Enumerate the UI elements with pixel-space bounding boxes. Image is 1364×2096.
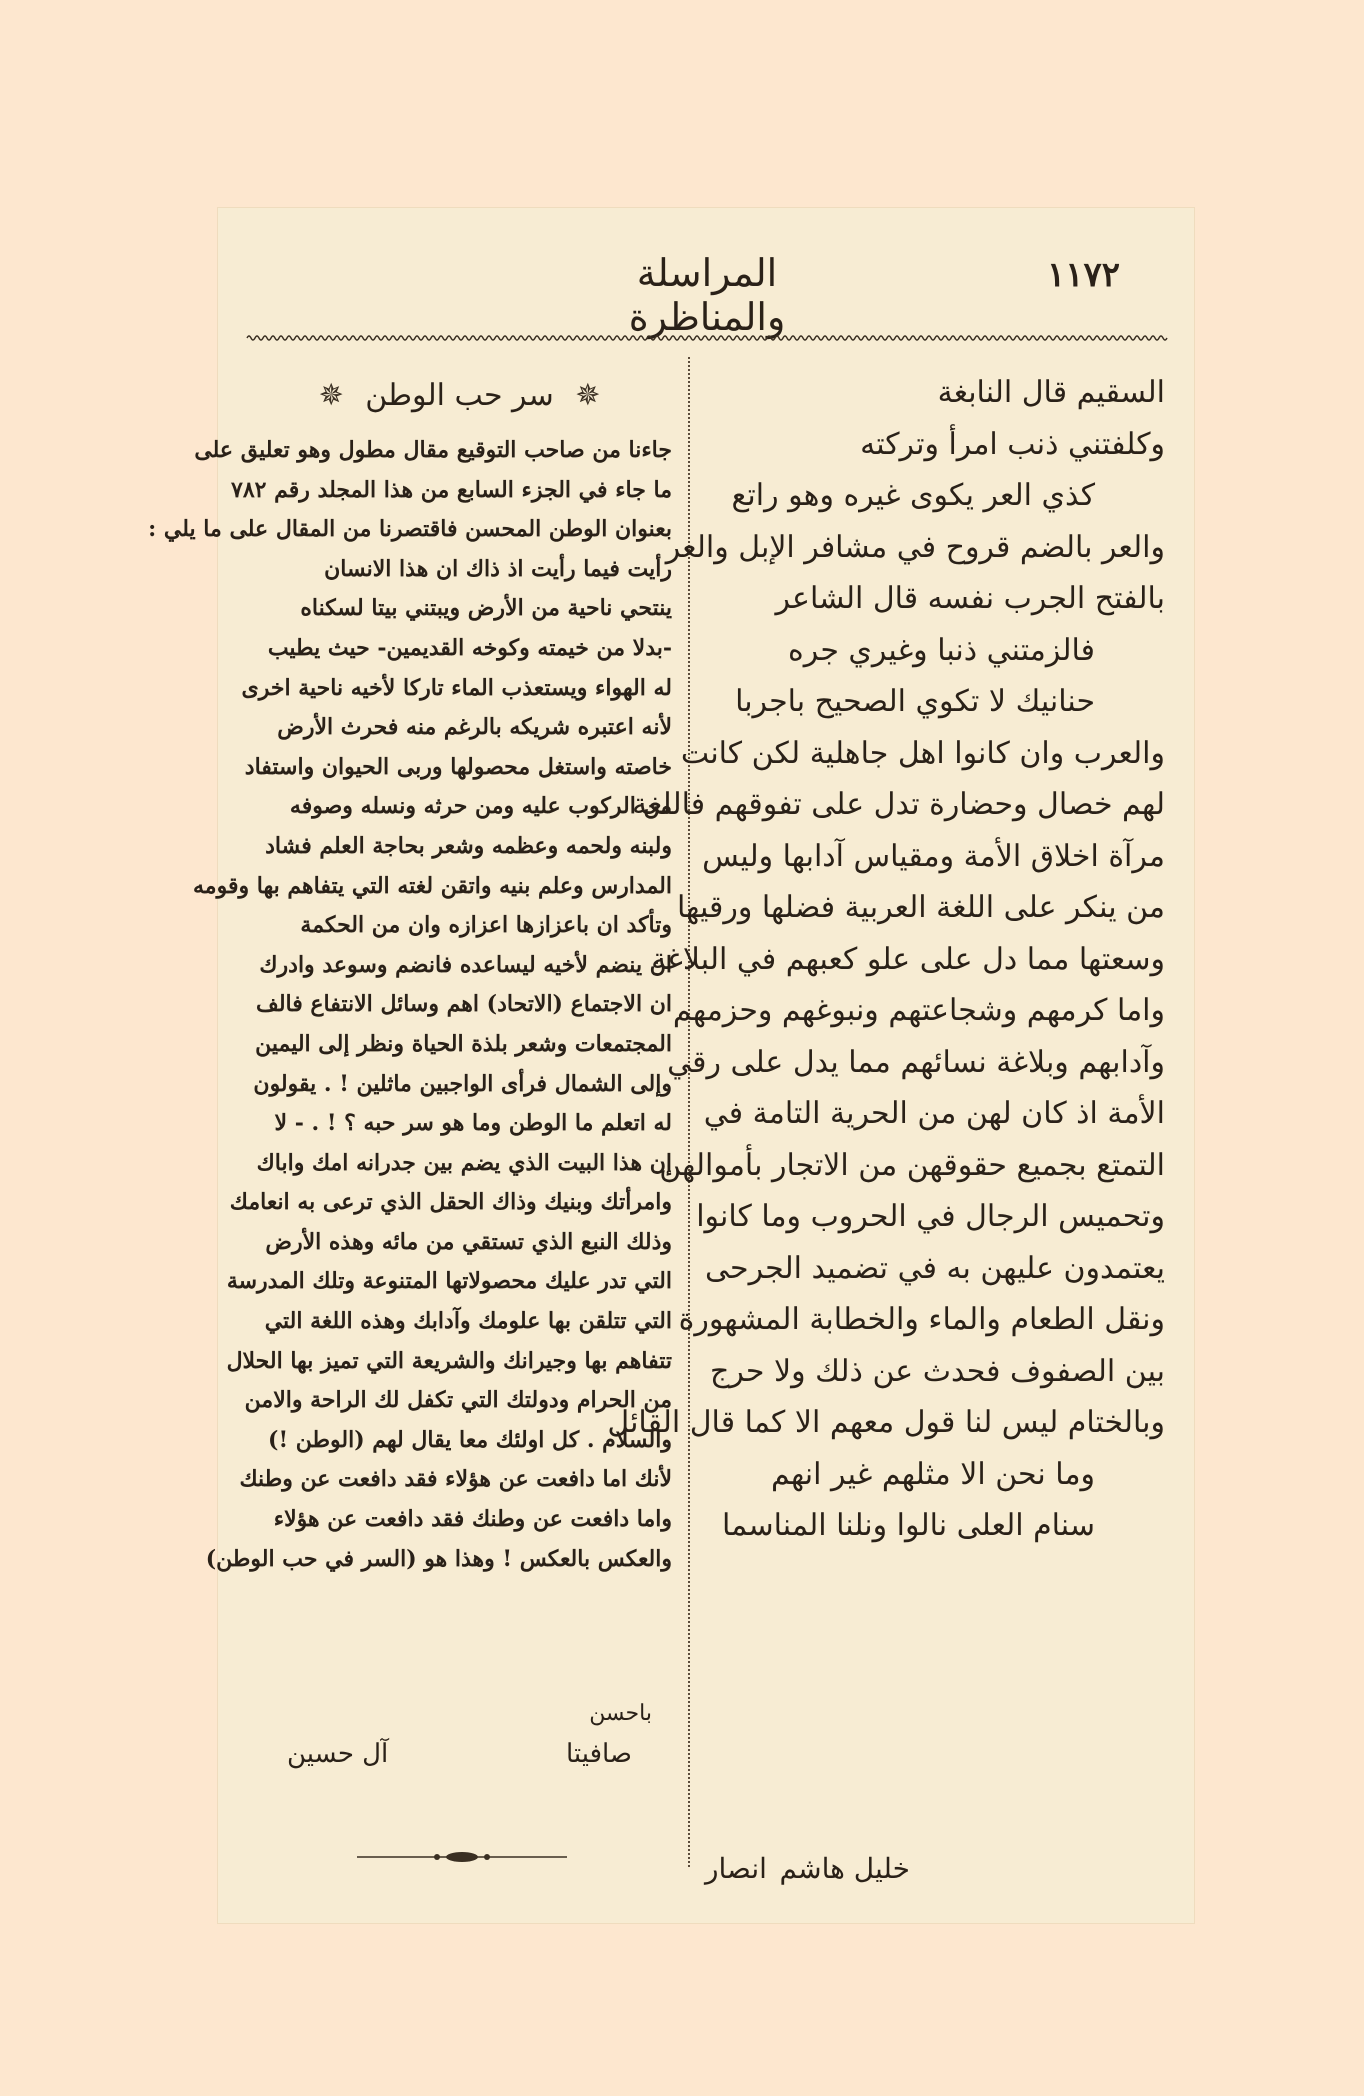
text-line: التي تتلقن بها علومك وآدابك وهذه اللغة التي — [264, 1308, 672, 1335]
text-line: لهم خصال وحضارة تدل على تفوقهم فاللغة — [631, 787, 1165, 822]
text-line: فالزمتني ذنبا وغيري جره — [788, 632, 1095, 668]
text-line: حنانيك لا تكوي الصحيح باجربا — [735, 684, 1095, 719]
ornament-star-icon: ✵ — [575, 378, 601, 413]
end-ornament-rule — [357, 1850, 567, 1864]
text-line: رأيت فيما رأيت اذ ذاك ان هذا الانسان — [324, 555, 672, 582]
text-line: والعرب وان كانوا اهل جاهلية لكن كانت — [680, 735, 1165, 771]
text-line: وتأكد ان باعزازها اعزازه وان من الحكمة — [300, 912, 672, 939]
text-line: له الهواء ويستعذب الماء تاركا لأخيه ناحية اخرى — [241, 674, 672, 701]
text-line: وذلك النبع الذي تستقي من مائه وهذه الأرض — [265, 1228, 672, 1255]
signature-name: خليل هاشم — [779, 1852, 910, 1885]
text-line: واما دافعت عن وطنك فقد دافعت عن هؤلاء — [273, 1506, 672, 1533]
text-line: وآدابهم وبلاغة نسائهم مما يدل على رقي — [667, 1044, 1165, 1080]
text-line: ان الاجتماع (الاتحاد) اهم وسائل الانتفاع فالف — [256, 991, 672, 1018]
text-line: والعر بالضم قروح في مشافر الإبل والعر — [665, 529, 1165, 565]
text-line: لأنه اعتبره شريكه بالرغم منه فحرث الأرض — [277, 714, 672, 741]
right-column — [607, 367, 1165, 1552]
text-line: من الركوب عليه ومن حرثه ونسله وصوفه — [289, 793, 672, 820]
text-line: بعنوان الوطن المحسن فاقتصرنا من المقال على ما يلي : — [148, 516, 672, 543]
text-line: كذي العر يكوى غيره وهو راتع — [731, 478, 1095, 513]
text-line: من ينكر على اللغة العربية فضلها ورقيها — [676, 890, 1165, 925]
article-title-text: سر حب الوطن — [365, 378, 554, 413]
signature-prefix: باحسن — [589, 1701, 652, 1726]
signature-place: صافيتا — [565, 1739, 632, 1769]
text-line: ما جاء في الجزء السابع من هذا المجلد رقم ٧٨٢ — [231, 476, 672, 503]
text-line: وإلى الشمال فرأى الواجبين ماثلين ! . يقولون — [253, 1070, 672, 1097]
text-line: ينتحي ناحية من الأرض ويبتني بيتا لسكناه — [300, 595, 672, 622]
text-line: السقيم قال النابغة — [937, 375, 1165, 410]
text-line: وسعتها مما دل على علو كعبهم في البلاغة — [651, 941, 1165, 977]
header-wavy-rule — [247, 334, 1167, 342]
text-line: تتفاهم بها وجيرانك والشريعة التي تميز بها الحلال — [226, 1347, 672, 1374]
text-line: واما كرمهم وشجاعتهم ونبوغهم وحزمهم — [672, 993, 1165, 1028]
text-line: -بدلا من خيمته وكوخه القديمين- حيث يطيب — [267, 634, 672, 661]
text-line: مرآة اخلاق الأمة ومقياس آدابها وليس — [702, 838, 1165, 874]
running-title: المراسلة والمناظرة — [628, 251, 786, 339]
signature-place: انصار — [705, 1852, 767, 1885]
text-line: من الحرام ودولتك التي تكفل لك الراحة والامن — [244, 1387, 672, 1414]
text-line: ان ينضم لأخيه ليساعده فانضم وسوعد وادرك — [259, 951, 672, 978]
text-line: وبالختام ليس لنا قول معهم الا كما قال القائل — [607, 1405, 1165, 1440]
page-header — [217, 245, 1195, 339]
text-line: لأنك اما دافعت عن هؤلاء فقد دافعت عن وطنك — [239, 1466, 672, 1493]
text-line: وامرأتك وبنيك وذاك الحقل الذي ترعى به انعامك — [229, 1189, 672, 1216]
text-line: خاصته واستغل محصولها وربى الحيوان واستفاد — [244, 753, 672, 780]
book-page — [148, 207, 1195, 1924]
ornament-star-icon: ✵ — [318, 378, 344, 413]
left-signature — [247, 1701, 672, 1827]
text-line: يعتمدون عليهن به في تضميد الجرحى — [705, 1250, 1165, 1286]
text-line: بالفتح الجرب نفسه قال الشاعر — [775, 581, 1165, 616]
text-line: الأمة اذ كان لهن من الحرية التامة في — [703, 1096, 1165, 1131]
text-line: المجتمعات وشعر بلذة الحياة ونظر إلى اليمين — [255, 1030, 672, 1057]
text-line: والعكس بالعكس ! وهذا هو (السر في حب الوطن) — [205, 1545, 672, 1572]
text-line: وكلفتني ذنب امرأ وتركته — [860, 426, 1165, 462]
article-title — [247, 367, 672, 425]
text-line: والسلام . كل اولئك معا يقال لهم (الوطن !) — [268, 1426, 672, 1453]
text-line: سنام العلى نالوا ونلنا المناسما — [722, 1508, 1095, 1543]
text-line: ونقل الطعام والماء والخطابة المشهورة — [678, 1302, 1165, 1337]
text-line: التمتع بجميع حقوقهن من الاتجار بأموالهن — [659, 1147, 1165, 1183]
page-number: ١١٧٢ — [1047, 255, 1121, 295]
text-line: جاءنا من صاحب التوقيع مقال مطول وهو تعليق على — [194, 437, 672, 463]
column-divider — [688, 357, 690, 1867]
text-line: إن هذا البيت الذي يضم بين جدرانه امك واباك — [256, 1149, 672, 1176]
text-line: وما نحن الا مثلهم غير انهم — [771, 1456, 1095, 1492]
text-line: له اتعلم ما الوطن وما هو سر حبه ؟ ! . - لا — [274, 1110, 672, 1137]
text-line: ولبنه ولحمه وعظمه وشعر بحاجة العلم فشاد — [265, 832, 672, 859]
signature-name: آل حسين — [287, 1739, 389, 1769]
text-line: وتحميس الرجال في الحروب وما كانوا — [696, 1199, 1165, 1234]
text-line: المدارس وعلم بنيه واتقن لغته التي يتفاهم بها وقومه — [193, 872, 672, 899]
left-column — [148, 367, 672, 1579]
text-line: التي تدر عليك محصولاتها المتنوعة وتلك المدرسة — [226, 1268, 672, 1295]
text-line: بين الصفوف فحدث عن ذلك ولا حرج — [710, 1353, 1165, 1389]
